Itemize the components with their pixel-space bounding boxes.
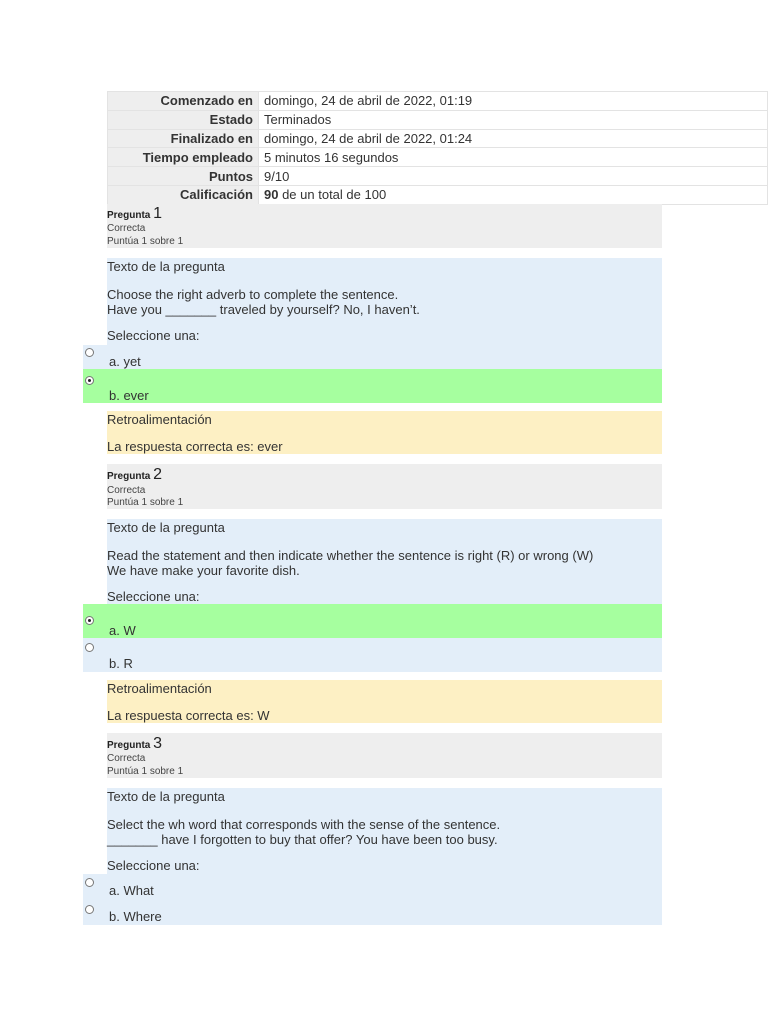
radio-selected-icon[interactable] [85, 616, 94, 625]
summary-value: domingo, 24 de abril de 2022, 01:24 [259, 129, 768, 148]
feedback-text: La respuesta correcta es: W [107, 708, 270, 723]
answer-option-b-selected[interactable] [83, 369, 662, 403]
summary-label: Comenzado en [108, 92, 259, 111]
question-text-label: Texto de la pregunta [107, 259, 225, 274]
question-line: Read the statement and then indicate whether the sentence is right (R) or wrong (W) [107, 548, 594, 563]
answer-label: a. yet [109, 354, 141, 369]
answer-option-a[interactable] [83, 345, 662, 369]
answer-option-b[interactable] [83, 899, 662, 925]
question-number: Pregunta 1 [107, 205, 163, 222]
select-one-label: Seleccione una: [107, 328, 200, 343]
radio-icon[interactable] [85, 878, 94, 887]
question-line: _______ have I forgotten to buy that offer? You have been too busy. [107, 832, 498, 847]
question-text-label: Texto de la pregunta [107, 520, 225, 535]
question-score: Puntúa 1 sobre 1 [107, 497, 184, 508]
summary-row [108, 185, 768, 204]
question-status: Correcta [107, 485, 146, 496]
summary-label: Puntos [108, 167, 259, 186]
answer-option-a-selected[interactable] [83, 604, 662, 638]
summary-row [108, 148, 768, 167]
summary-row [108, 92, 768, 111]
grade-total: de un total de 100 [278, 187, 387, 203]
feedback-title: Retroalimentación [107, 681, 212, 696]
radio-icon[interactable] [85, 643, 94, 652]
question-number-value: 1 [153, 205, 163, 222]
summary-row [108, 167, 768, 186]
summary-row [108, 129, 768, 148]
grade-value: 90 [264, 187, 279, 203]
select-one-label: Seleccione una: [107, 589, 200, 604]
summary-value: domingo, 24 de abril de 2022, 01:19 [259, 92, 768, 111]
feedback-title: Retroalimentación [107, 412, 212, 427]
answer-option-b[interactable] [83, 638, 662, 672]
select-one-label: Seleccione una: [107, 858, 200, 873]
question-score: Puntúa 1 sobre 1 [107, 236, 184, 247]
question-line: We have make your favorite dish. [107, 563, 300, 578]
answer-option-a[interactable] [83, 874, 662, 899]
question-line: Have you _______ traveled by yourself? No, I haven’t. [107, 302, 420, 317]
summary-value [259, 185, 768, 204]
radio-icon[interactable] [85, 348, 94, 357]
feedback-text: La respuesta correcta es: ever [107, 439, 283, 454]
question-number-value: 3 [153, 735, 163, 752]
radio-icon[interactable] [85, 905, 94, 914]
answer-label: a. What [109, 883, 154, 898]
summary-label: Finalizado en [108, 129, 259, 148]
answer-label: b. ever [109, 388, 149, 403]
summary-label: Tiempo empleado [108, 148, 259, 167]
summary-value: Terminados [259, 110, 768, 129]
summary-label: Calificación [108, 185, 259, 204]
answer-label: b. R [109, 656, 133, 671]
question-1-feedback [107, 411, 662, 454]
question-status: Correcta [107, 223, 146, 234]
question-number: Pregunta 2 [107, 466, 163, 483]
question-1-info [107, 204, 662, 248]
question-2-info [107, 464, 662, 509]
question-line: Select the wh word that corresponds with the sense of the sentence. [107, 817, 501, 832]
radio-selected-icon[interactable] [85, 376, 94, 385]
attempt-summary-table [107, 91, 768, 205]
summary-label: Estado [108, 110, 259, 129]
answer-label: a. W [109, 623, 136, 638]
question-line: Choose the right adverb to complete the sentence. [107, 287, 399, 302]
question-status: Correcta [107, 753, 146, 764]
question-2-text-panel [107, 519, 662, 604]
question-text-label: Texto de la pregunta [107, 789, 225, 804]
summary-row [108, 110, 768, 129]
answer-label: b. Where [109, 909, 162, 924]
question-3-info [107, 733, 662, 778]
question-2-feedback [107, 680, 662, 723]
summary-value: 5 minutos 16 segundos [259, 148, 768, 167]
summary-value: 9/10 [259, 167, 768, 186]
question-number-value: 2 [153, 466, 163, 483]
question-score: Puntúa 1 sobre 1 [107, 766, 184, 777]
question-number: Pregunta 3 [107, 735, 163, 752]
